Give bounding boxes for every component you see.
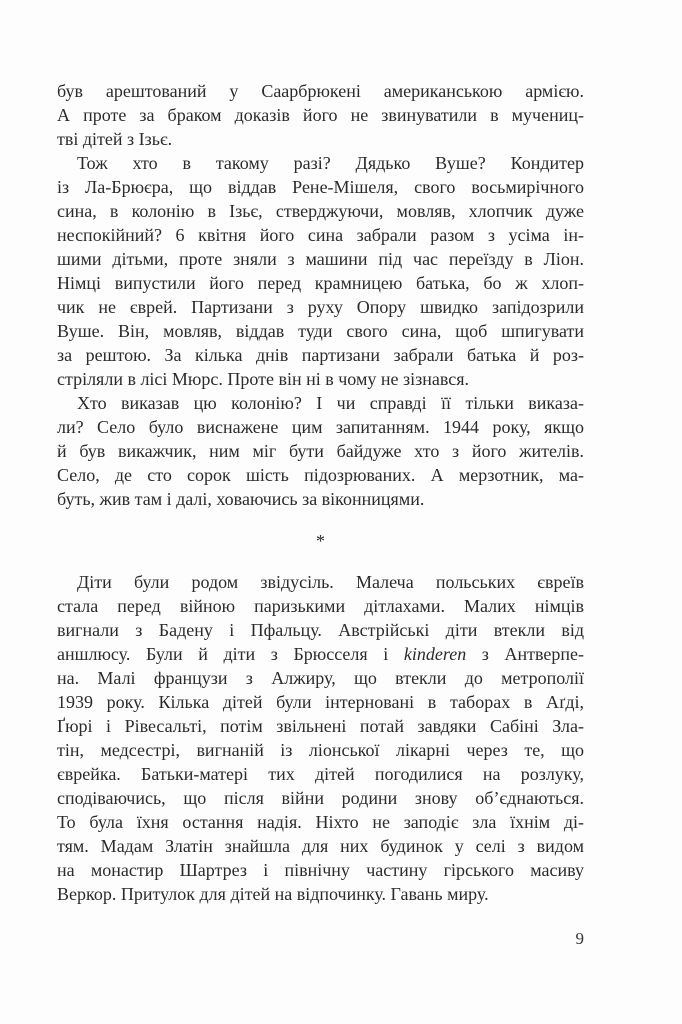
- text-line: був арештований у Саарбрюкені американською армією.: [57, 81, 584, 101]
- text-line: тін, медсестрі, вигнаній із ліонської лікарні через те, що: [57, 740, 584, 760]
- text-line: єврейка. Батьки-матері тих дітей погодилися на розлуку,: [57, 764, 584, 784]
- text-line: вигнали з Бадену і Пфальцу. Австрійські діти втекли від: [57, 620, 584, 640]
- text-line: Тож хто в такому разі? Дядько Вуше? Кондитер: [77, 153, 584, 173]
- text-line: шими дітьми, проте зняли з машини під час переїзду в Ліон.: [57, 249, 584, 269]
- paragraph: [57, 391, 584, 511]
- text-line: 1939 року. Кілька дітей були інтерновані в таборах в Аґді,: [57, 692, 584, 712]
- text-line: Хто виказав цю колонію? І чи справді її тільки виказа-: [77, 393, 584, 413]
- section-separator: *: [316, 531, 325, 551]
- text-line: стала перед війною паризькими дітлахами. Малих німців: [57, 596, 584, 616]
- text-line: за рештою. За кілька днів партизани забрали батька й роз-: [57, 345, 584, 365]
- text-line: То була їхня остання надія. Ніхто не заподіє зла їхнім ді-: [57, 812, 584, 832]
- text-line: тям. Мадам Златін знайшла для них будинок у селі з видом: [57, 836, 584, 856]
- text-line: аншлюсу. Були й діти з Брюсселя і kinderen з Антверпе-: [57, 644, 585, 664]
- text-line: Німці випустили його перед крамницею батька, бо ж хлоп-: [57, 273, 584, 293]
- text-line: Вуше. Він, мовляв, віддав туди свого сина, щоб шпигувати: [57, 321, 584, 341]
- text-line: неспокійний? 6 квітня його сина забрали разом з усіма ін-: [57, 225, 584, 245]
- text-line: й був викажчик, ним міг бути байдуже хто з його жителів.: [57, 441, 584, 461]
- text-line: на. Малі французи з Алжиру, що втекли до метрополії: [57, 668, 584, 688]
- text-line: буть, жив там і далі, ховаючись за віконницями.: [57, 489, 425, 509]
- text-line: Ґюрі і Рівесальті, потім звільнені потай завдяки Сабіні Зла-: [57, 716, 584, 736]
- paragraph: [57, 570, 584, 906]
- paragraph: [57, 151, 584, 391]
- text-line: на монастир Шартрез і північну частину гірського масиву: [57, 860, 584, 880]
- text-line: А проте за браком доказів його не звинуватили в мучениц-: [57, 105, 584, 125]
- text-line: Діти були родом звідусіль. Малеча польських євреїв: [77, 572, 584, 592]
- text-line: сина, в колонію в Ізьє, стверджуючи, мовляв, хлопчик дуже: [57, 201, 584, 221]
- text-column: [57, 79, 584, 906]
- page-number: 9: [575, 929, 584, 948]
- text-line: Село, де сто сорок шість підозрюваних. А мерзотник, ма-: [57, 465, 584, 485]
- text-line: стріляли в лісі Мюрс. Проте він ні в чому не зізнався.: [57, 369, 469, 389]
- paragraph: [57, 79, 584, 151]
- text-line: чик не єврей. Партизани з руху Опору швидко запідозрили: [57, 297, 584, 317]
- italic-word: kinderen: [403, 644, 467, 664]
- text-line: ли? Село було виснажене цим запитанням. 1944 року, якщо: [57, 417, 584, 437]
- text-line: із Ла-Брюєра, що віддав Рене-Мішеля, свого восьмирічного: [57, 177, 584, 197]
- text-line: тві дітей з Ізьє.: [57, 129, 173, 149]
- text-line: Веркор. Притулок для дітей на відпочинку. Гавань миру.: [57, 884, 489, 904]
- text-line: сподіваючись, що після війни родини знову об’єднаються.: [57, 788, 584, 808]
